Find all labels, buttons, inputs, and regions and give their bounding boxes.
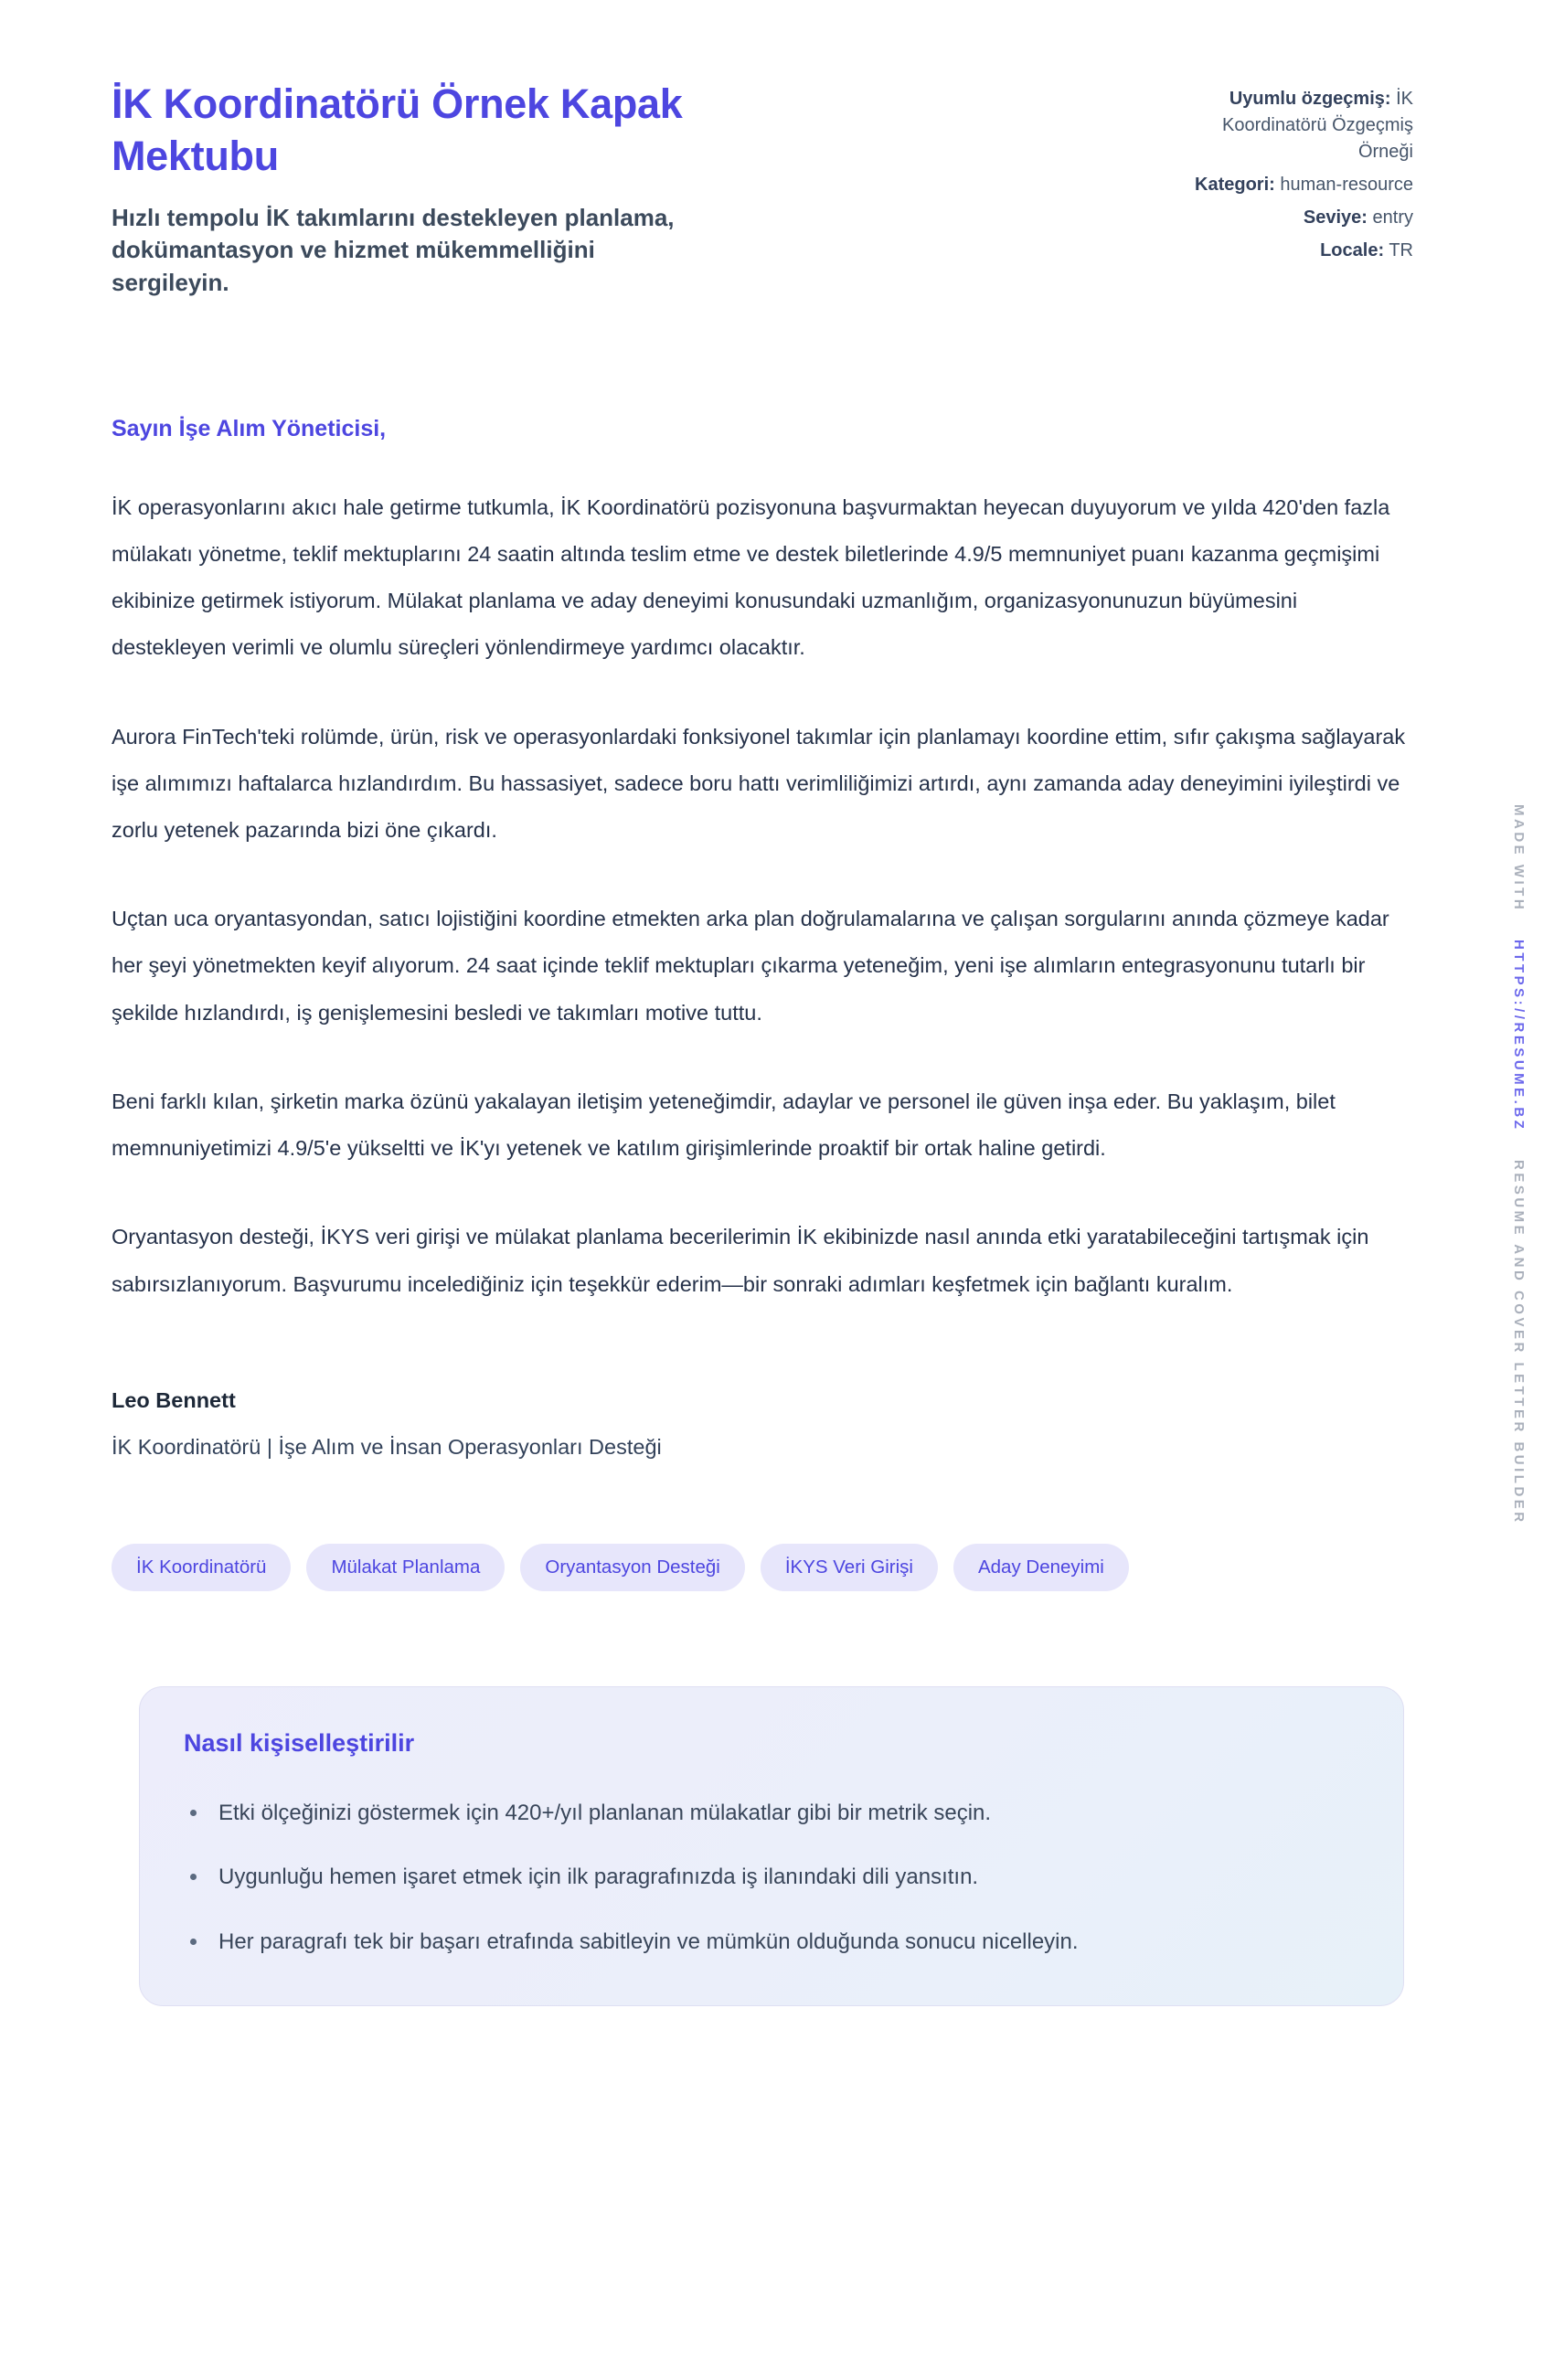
greeting: Sayın İşe Alım Yöneticisi, [112,415,387,441]
tips-title: Nasıl kişiselleştirilir [184,1728,415,1757]
meta-list [1181,53,1413,271]
watermark-suffix: RESUME AND COVER LETTER BUILDER [1511,1159,1527,1525]
meta-label: Seviye: [1303,207,1368,228]
signature-role: İK Koordinatörü | İşe Alım ve İnsan Operasyonları Desteği [112,1434,662,1459]
meta-value: İK Koordinatörü Özgeçmiş Örneği [1222,89,1413,162]
meta-value: TR [1389,240,1413,260]
meta-value: human-resource [1280,175,1413,195]
watermark-made-with: MADE WITH [1511,804,1527,913]
meta-row-category [1181,172,1413,198]
tag-pill-hris-data-entry[interactable]: İKYS Veri Girişi [761,1544,938,1591]
meta-label: Uyumlu özgeçmiş: [1229,89,1391,109]
tag-pill-candidate-experience[interactable]: Aday Deneyimi [953,1544,1129,1591]
watermark [1511,804,1527,1525]
meta-label: Locale: [1320,240,1385,260]
main-content [112,53,1413,2006]
meta-row-level [1181,205,1413,231]
header [112,53,1413,299]
tips-list [184,1798,1357,1958]
meta-label: Kategori: [1195,175,1275,195]
tag-pill-hr-coordinator[interactable]: İK Koordinatörü [112,1544,291,1591]
tip-item: • Uygunluğu hemen işaret etmek için ilk paragrafınızda iş ilanındaki dili yansıtın. [209,1862,1357,1893]
meta-row-locale [1181,238,1413,264]
paragraph: Beni farklı kılan, şirketin marka özünü yakalayan iletişim yeteneğimdir, adaylar ve personel ile güven inşa eder. Bu yaklaşım, bilet memnuniyetimizi 4.9/5'e yükseltti ve İK'yı yetenek ve katılım girişimlerinde proaktif bir ortak haline getirdi. [112,1089,1336,1161]
tag-list [112,1544,1413,1591]
meta-row-compatible-resume [1181,86,1413,165]
paragraph: Uçtan uca oryantasyondan, satıcı lojistiğini koordine etmekten arka plan doğrulamalarına ve çalışan sorgularını anında çözmeye kadar her şeyi yönetmekten keyif alıyorum. 24 saat içinde teklif mektupları çıkarma yeteneğim, yeni işe alımların entegrasyonunu tutarlı bir şekilde hızlandırdı, iş genişlemesini besledi ve takımları motive tuttu. [112,907,1389,1025]
tip-item: • Etki ölçeğinizi göstermek için 420+/yıl planlanan mülakatlar gibi bir metrik seçin. [209,1798,1357,1829]
tip-item: • Her paragrafı tek bir başarı etrafında sabitleyin ve mümkün olduğunda sonucu nicelleyin. [209,1927,1357,1958]
meta-value: entry [1372,207,1413,228]
paragraph: İK operasyonlarını akıcı hale getirme tutkumla, İK Koordinatörü pozisyonuna başvurmaktan heyecan duyuyorum ve yılda 420'den fazla mülakatı yönetme, teklif mektuplarını 24 saatin altında teslim etme ve destek biletlerinde 4.9/5 memnuniyet puanı kazanma geçmişimi ekibinize getirmek istiyorum. Mülakat planlama ve aday deneyimi konusundaki uzmanlığım, organizasyonunuzun büyümesini destekleyen verimli ve olumlu süreçleri yönlendirmeye yardımcı olacaktır. [112,494,1390,660]
tips-card [139,1686,1404,2006]
tag-pill-onboarding-support[interactable]: Oryantasyon Desteği [520,1544,744,1591]
tag-pill-interview-scheduling[interactable]: Mülakat Planlama [306,1544,505,1591]
page-title: İK Koordinatörü Örnek Kapak Mektubu [112,80,683,179]
header-left [112,53,861,299]
page-subtitle: Hızlı tempolu İK takımlarını destekleyen planlama, dokümantasyon ve hizmet mükemmelliğini sergileyin. [112,204,675,296]
paragraph: Oryantasyon desteği, İKYS veri girişi ve mülakat planlama becerilerimin İK ekibinizde nasıl anında etki yaratabileceğini tartışmak için sabırsızlanıyorum. Başvurumu incelediğiniz için teşekkür ederim—bir sonraki adımları keşfetmek için bağlantı kuralım. [112,1225,1369,1296]
paragraph: Aurora FinTech'teki rolümde, ürün, risk ve operasyonlardaki fonksiyonel takımlar için planlamayı koordine ettim, sıfır çakışma sağlayarak işe alımımızı haftalarca hızlandırdım. Bu hassasiyet, sadece boru hattı verimliliğimizi artırdı, aynı zamanda aday deneyimini iyileştirdi ve zorlu yetenek pazarında bizi öne çıkardı. [112,724,1406,842]
cover-letter-body [112,416,1413,1460]
signature-name: Leo Bennett [112,1387,236,1412]
watermark-link[interactable]: HTTPS://RESUME.BZ [1511,940,1527,1132]
